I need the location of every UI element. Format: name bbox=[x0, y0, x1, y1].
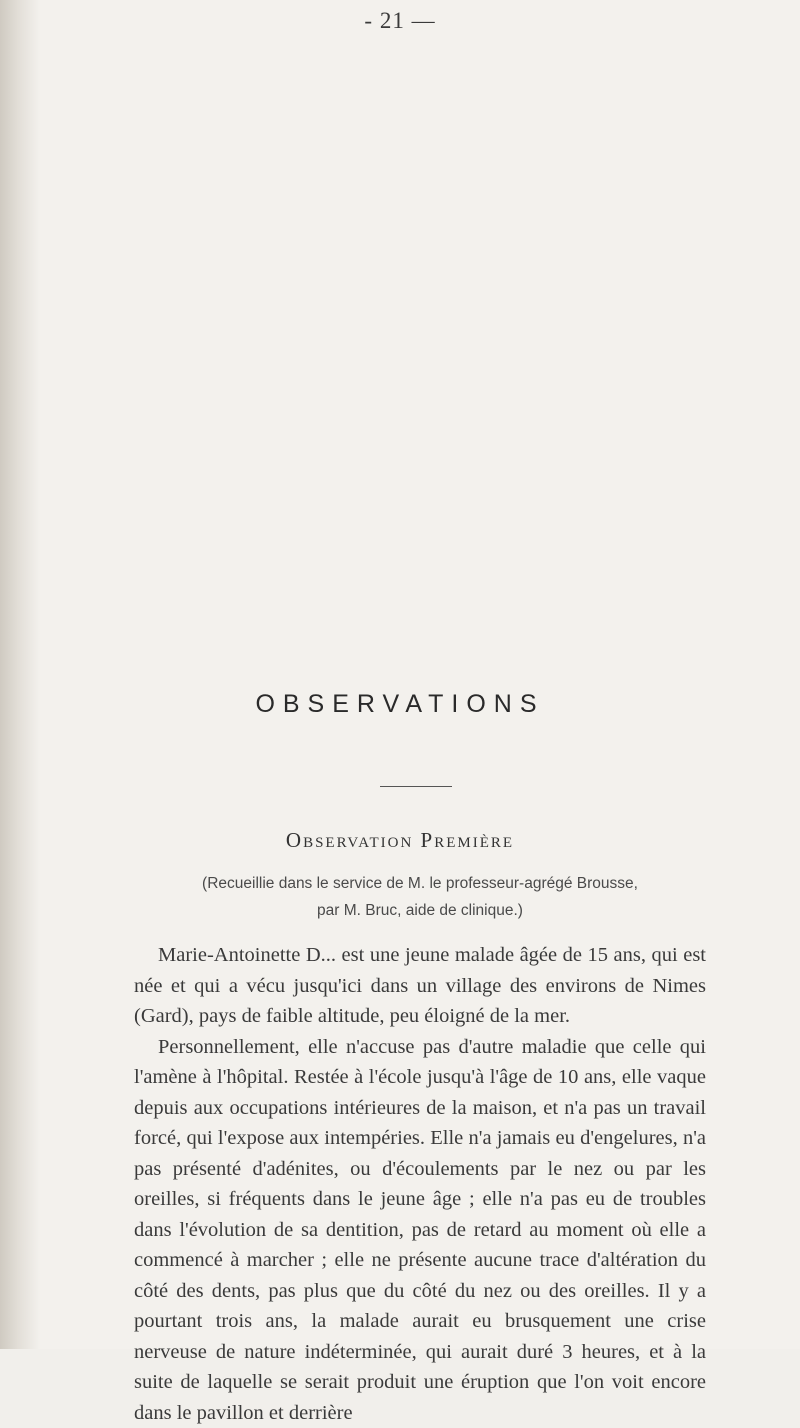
paragraph-1: Marie-Antoinette D... est une jeune malade âgée de 15 ans, qui est née et qui a vécu jusqu'ici dans un village des environs de Nimes (Gard), pays de faible altitude, peu éloigné de la mer. bbox=[134, 940, 706, 1032]
page-number: - 21 — bbox=[0, 8, 800, 34]
observation-note-line-2: par M. Bruc, aide de clinique.) bbox=[140, 897, 700, 924]
page-edge-shadow bbox=[0, 0, 40, 1349]
observation-note bbox=[140, 870, 700, 924]
observation-note-line-1: (Recueillie dans le service de M. le professeur-agrégé Brousse, bbox=[140, 870, 700, 897]
observation-title: Observation Première bbox=[0, 828, 800, 853]
body-text bbox=[134, 940, 706, 1428]
paragraph-2: Personnellement, elle n'accuse pas d'autre maladie que celle qui l'amène à l'hôpital. Restée à l'école jusqu'à l'âge de 10 ans, elle vaque depuis aux occupations intérieures de la maison, et n'a pas un travail forcé, qui l'expose aux intempéries. Elle n'a jamais eu d'engelures, n'a pas présenté d'adénites, ou d'écoulements par le nez ou par les oreilles, si fréquents dans le jeune âge ; elle n'a pas eu de troubles dans l'évolution de sa dentition, pas de retard au moment où elle a commencé à marcher ; elle ne présente aucune trace d'altération du côté des dents, pas plus que du côté du nez ou des oreilles. Il y a pourtant trois ans, la malade aurait eu brusquement une crise nerveuse de nature indéterminée, qui aurait duré 3 heures, et à la suite de laquelle se serait produit une éruption que l'on voit encore dans le pavillon et derrière bbox=[134, 1032, 706, 1428]
title-divider bbox=[380, 786, 452, 787]
section-title: OBSERVATIONS bbox=[0, 690, 800, 719]
